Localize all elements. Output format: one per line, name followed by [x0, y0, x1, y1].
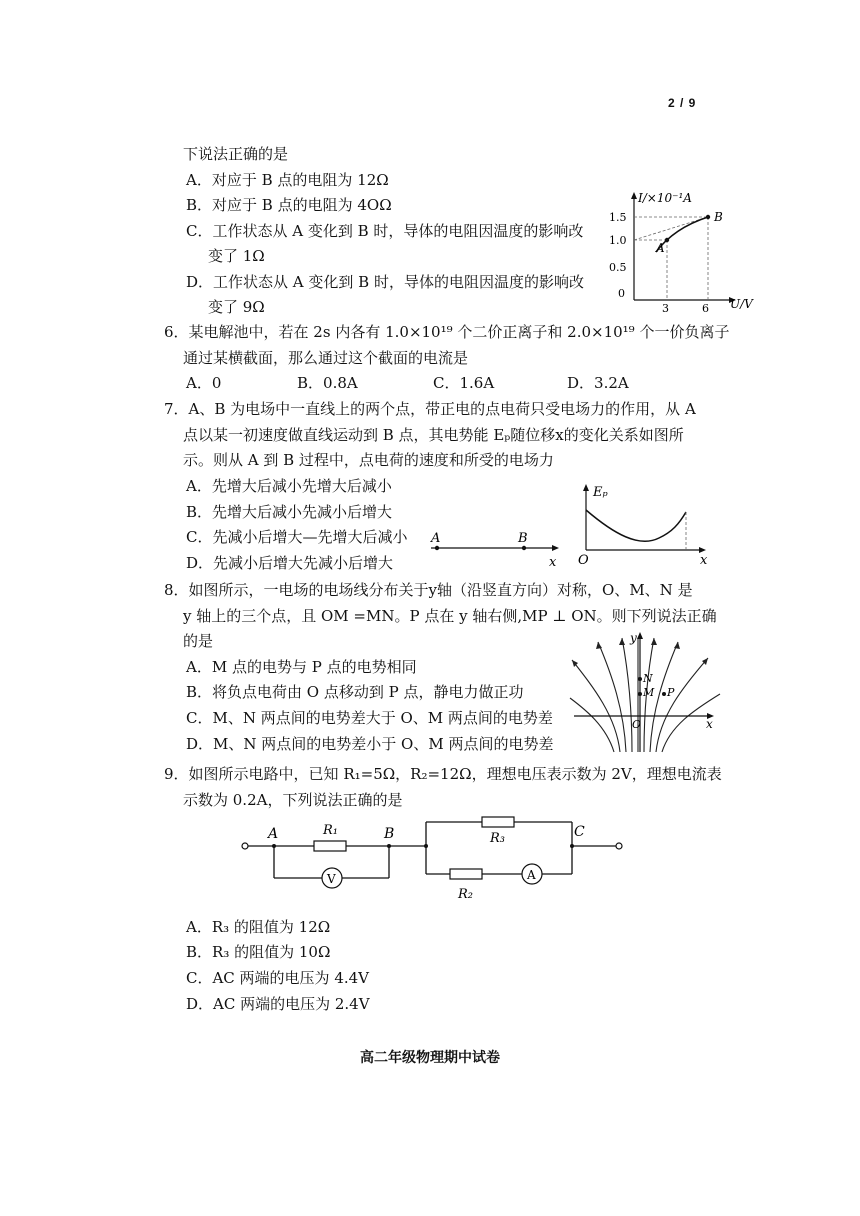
- q5-y-tick-0: 0: [618, 287, 625, 300]
- q9-circuit-diagram: [234, 812, 630, 906]
- q9-label-b: B: [384, 826, 395, 842]
- q5-option-c: C．工作状态从 A 变化到 B 时，导体的电阻因温度的影响改: [186, 222, 584, 240]
- q5-x-axis-label: U/V: [730, 297, 753, 311]
- q8-option-c: C．M、N 两点间的电势差大于 O、M 两点间的电势差: [186, 709, 553, 727]
- q5-y-tick-1.0: 1.0: [609, 234, 627, 247]
- q9-resistor-r1: [314, 841, 346, 851]
- q8-label-o: O: [632, 718, 642, 731]
- q5-point-b: [706, 215, 710, 219]
- q8-line-1: 8．如图所示，一电场的电场线分布关于y轴（沿竖直方向）对称，O、M、N 是: [164, 581, 693, 599]
- q8-point-n: [638, 677, 642, 681]
- q8-point-p: [662, 692, 666, 696]
- q5-option-d-cont: 变了 9Ω: [208, 298, 265, 316]
- q7-option-d: D．先减小后增大先减小后增大: [186, 554, 394, 572]
- q9-node-b-dot: [387, 844, 391, 848]
- q6-option-b: B．0.8A: [297, 374, 358, 392]
- q9-option-d: D．AC 两端的电压为 2.4V: [186, 995, 370, 1013]
- q8-option-d: D．M、N 两点间的电势差小于 O、M 两点间的电势差: [186, 735, 554, 753]
- q5-y-tick-0.5: 0.5: [609, 261, 627, 274]
- q7-line-2: 点以某一初速度做直线运动到 B 点，其电势能 Eₚ随位移x的变化关系如图所: [183, 426, 684, 444]
- q7-ep-x-label: x: [700, 553, 708, 568]
- q9-node-a-dot: [272, 844, 276, 848]
- q6-option-d: D．3.2A: [567, 374, 629, 392]
- q7-label-x: x: [549, 555, 557, 568]
- q5-y-axis-label: I/×10⁻¹A: [638, 191, 692, 205]
- q7-ep-y-label: Eₚ: [593, 485, 608, 500]
- q5-option-d: D．工作状态从 A 变化到 B 时，导体的电阻因温度的影响改: [186, 273, 584, 291]
- q6-line-1: 6．某电解池中，若在 2s 内各有 1.0×10¹⁹ 个二价正离子和 2.0×10¹⁹ 个一价负离子: [164, 323, 730, 341]
- q5-option-a: A．对应于 B 点的电阻为 12Ω: [186, 171, 389, 189]
- q8-option-b: B．将负点电荷由 O 点移动到 P 点，静电力做正功: [186, 683, 524, 701]
- q7-option-c: C．先减小后增大—先增大后减小: [186, 528, 408, 546]
- q9-label-c: C: [574, 824, 585, 840]
- q8-label-n: N: [643, 672, 653, 685]
- q5-x-tick-3: 3: [662, 302, 669, 312]
- q9-voltmeter-label: V: [327, 872, 336, 886]
- q9-terminal-right: [616, 843, 622, 849]
- q7-point-b: [522, 546, 526, 550]
- q8-y-label: y: [630, 631, 637, 645]
- page-number: 2 / 9: [668, 96, 697, 110]
- q8-x-label: x: [706, 717, 713, 731]
- q7-ep-curve: [586, 510, 686, 541]
- q9-option-c: C．AC 两端的电压为 4.4V: [186, 969, 370, 987]
- q6-option-a: A．0: [186, 374, 222, 392]
- q5-iu-graph: [596, 188, 762, 312]
- q8-point-m: [638, 692, 642, 696]
- q5-x-tick-6: 6: [702, 302, 709, 312]
- q7-line-1: 7．A、B 为电场中一直线上的两个点，带正电的点电荷只受电场力的作用，从 A: [164, 400, 696, 418]
- q7-point-a: [435, 546, 439, 550]
- q5-label-b: B: [714, 210, 723, 224]
- q7-option-b: B．先增大后减小先减小后增大: [186, 503, 393, 521]
- q9-option-b: B．R₃ 的阻值为 10Ω: [186, 943, 331, 961]
- q5-option-c-cont: 变了 1Ω: [208, 247, 265, 265]
- q8-line-2: y 轴上的三个点，且 OM =MN。P 点在 y 轴右侧,MP ⊥ ON。则下列说法正确: [183, 607, 717, 625]
- q9-label-a: A: [268, 826, 279, 842]
- q7-ep-graph: [574, 478, 714, 568]
- q6-option-c: C．1.6A: [433, 374, 495, 392]
- q7-label-a: A: [431, 531, 441, 546]
- q9-ammeter-label: A: [527, 868, 536, 882]
- q9-option-a: A．R₃ 的阻值为 12Ω: [186, 918, 331, 936]
- q9-resistor-r3: [482, 817, 514, 827]
- q8-line-3: 的是: [183, 632, 214, 650]
- q7-ab-line-figure: [425, 524, 565, 568]
- q9-circuit-wires: [248, 822, 616, 878]
- q9-line-1: 9．如图所示电路中，已知 R₁=5Ω，R₂=12Ω，理想电压表示数为 2V，理想电流表: [164, 765, 722, 783]
- q9-label-r2: R₂: [458, 887, 473, 902]
- q9-label-r1: R₁: [323, 823, 338, 838]
- q5-point-a: [665, 238, 669, 242]
- q7-option-a: A．先增大后减小先增大后减小: [186, 477, 392, 495]
- q9-terminal-left: [242, 843, 248, 849]
- q8-option-a: A．M 点的电势与 P 点的电势相同: [186, 658, 417, 676]
- q9-junction-right: [570, 844, 574, 848]
- q8-label-p: P: [667, 686, 675, 699]
- q5-option-b: B．对应于 B 点的电阻为 4OΩ: [186, 196, 392, 214]
- q5-stem-tail: 下说法正确的是: [183, 145, 289, 163]
- q8-label-m: M: [643, 686, 655, 699]
- q7-line-3: 示。则从 A 到 B 过程中，点电荷的速度和所受的电场力: [183, 451, 554, 469]
- q6-line-2: 通过某横截面，那么通过这个截面的电流是: [183, 349, 469, 367]
- q7-label-b: B: [518, 531, 528, 546]
- q8-field-lines-figure: [568, 630, 724, 754]
- q9-label-r3: R₃: [490, 831, 505, 846]
- q5-y-tick-1.5: 1.5: [609, 211, 627, 224]
- q7-ep-origin: O: [578, 553, 589, 568]
- q9-line-2: 示数为 0.2A，下列说法正确的是: [183, 791, 403, 809]
- q9-junction-left: [424, 844, 428, 848]
- q9-resistor-r2: [450, 869, 482, 879]
- page-footer: 高二年级物理期中试卷: [360, 1050, 500, 1066]
- q5-label-a: A: [656, 241, 665, 255]
